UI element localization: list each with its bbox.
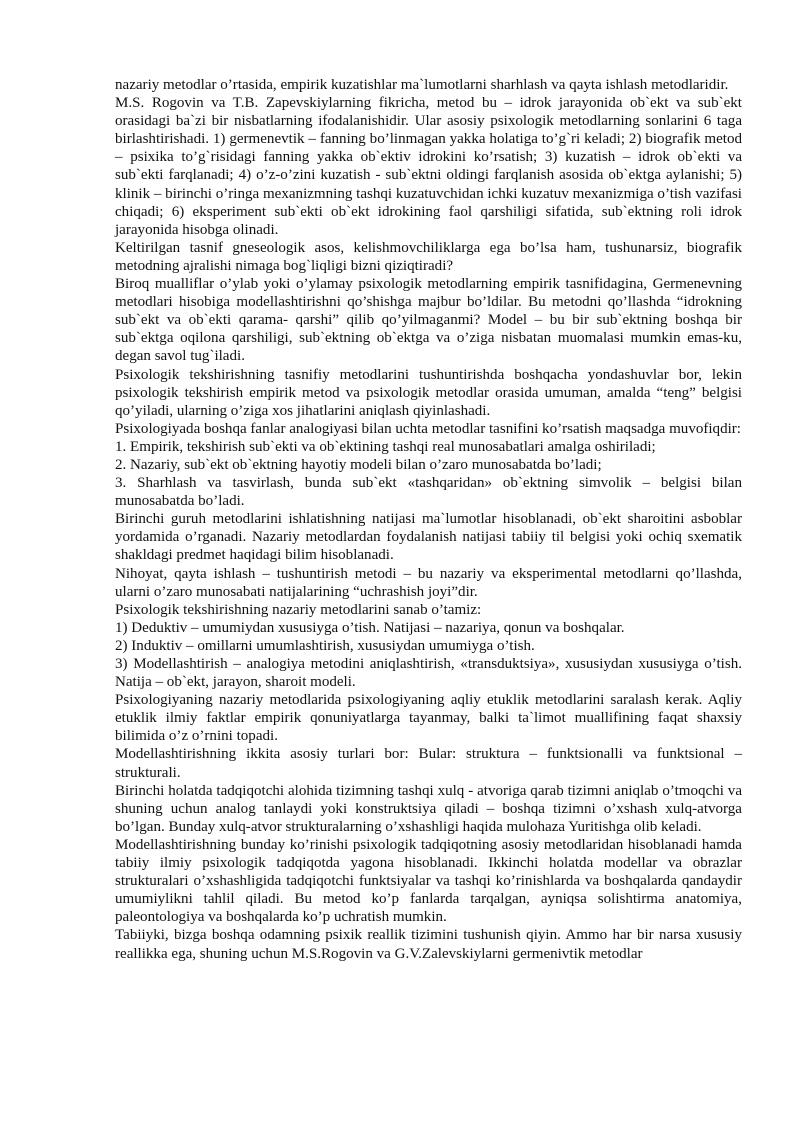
paragraph-13: Modellashtirishning bunday ko’rinishi psixologik tadqiqotning asosiy metodlaridan hisoblanadi hamda tabiiy ilmiy psixologik tadqiqotda yagona hisoblanadi. Ikkinchi holatda modellar va obrazlar strukturalari o’xshashligida tadqiqotchi funktsiyalar va tashqi ko’rinishlarda va boshqalarda qandaydir umumiylikni tahlil qiladi. Bu metod ko’p fanlarda tarqalgan, ayniqsa solishtirma anatomiya, paleontologiya va boshqalarda ko’p uchratish mumkin.	[115, 836, 742, 926]
list-item-1: 1. Empirik, tekshirish sub`ekti va ob`ektining tashqi real munosabatlari amalga oshiriladi;	[115, 438, 656, 455]
paragraph-4: Biroq mualliflar o’ylab yoki o’ylamay psixologik metodlarning empirik tasnifidagina, Germenevning metodlari hisobiga modellashtirishni qo’shishga majbur bo’ldilar. Bu metodni qo’llashda “idrokning sub`ekt va ob`ekti qarama- qarshi” qilib qo’yilmaganmi? Model – bu bir sub`ektning boshqa bir sub`ektga oqilona qarshiligi, sub`ektning ob`ektga va o’ziga nisbatan muomalasi mumkin emas-ku, degan savol tug`iladi.	[115, 276, 742, 365]
paragraph-14: Tabiiyki, bizga boshqa odamning psixik reallik tizimini tushunish qiyin. Ammo har bir narsa xususiy reallikka ega, shuning uchun M.S.Rogovin va G.V.Zalevskiylarni germenivtik metodlar	[115, 927, 742, 962]
paragraph-7: Birinchi guruh metodlarini ishlatishning natijasi ma`lumotlar hisoblanadi, ob`ekt sharoitini asboblar yordamida o’rganadi. Nazariy metodlardan foydalanish natijasi tabiiy til belgisi yoki ochiq sxematik shakldagi predmet haqidagi bilim hisoblanadi.	[115, 511, 742, 564]
list-item-2: 2. Nazariy, sub`ekt ob`ektning hayotiy modeli bilan o’zaro munosabatda bo’ladi;	[115, 456, 602, 473]
paragraph-5: Psixologik tekshirishning tasnifiy metodlarini tushuntirishda boshqacha yondashuvlar bor, lekin psixologik tekshirish empirik metod va psixologik metodlar orasida umuman, amalda “teng” belgisi qo’yiladi, ularning o’ziga xos jihatlarini aniqlash qiyinlashadi.	[115, 366, 742, 419]
method-item-1: 1) Deduktiv – umumiydan xususiyga o’tish. Natijasi – nazariya, qonun va boshqalar.	[115, 619, 625, 636]
paragraph-2: M.S. Rogovin va T.B. Zapevskiylarning fikricha, metod bu – idrok jarayonida ob`ekt va sub`ekt orasidagi ba`zi bir nisbatlarning ifodalanishidir. Ular asosiy psixologik metodlarning sonlarini 6 taga birlashtirishadi. 1) germenevtik – fanning bo’linmagan yakka holatiga to’g`ri keladi; 2) biografik metod – psixika to’g`risidagi fanning yakka ob`ektiv idrokini ko’rsatish; 3) kuzatish – idrok ob`ekti va sub`ekti farqlanadi; 4) o’z-o’zini kuzatish - sub`ektni oldingi farqlanish asosida ob`ektga aylanishi; 5) klinik – birinchi o’ringa mexanizmning tashqi kuzatuvchidan ichki kuzatuv mexanizmiga o’tish vazifasi chiqadi; 6) eksperiment sub`ekti ob`ekt idrokining faol qarshiligi sifatida, sub`ektning roli idrok jarayonida hisobga olinadi.	[115, 95, 742, 238]
method-item-2: 2) Induktiv – omillarni umumlashtirish, xususiydan umumiyga o’tish.	[115, 637, 535, 654]
method-item-3: 3) Modellashtirish – analogiya metodini aniqlashtirish, «transduktsiya», xususiydan xususiyga o’tish. Natija – ob`ekt, jarayon, sharoit modeli.	[115, 656, 742, 691]
paragraph-10: Psixologiyaning nazariy metodlarida psixologiyaning aqliy etuklik metodlarini saralash kerak. Aqliy etuklik ilmiy faktlar empirik qonuniyatlarga tayanmay, balki ta`limot muallifining faqat shaxsiy bilimida o’z o’rnini topadi.	[115, 692, 742, 745]
document-page	[115, 76, 742, 963]
paragraph-9: Psixologik tekshirishning nazariy metodlarini sanab o’tamiz:	[115, 601, 482, 618]
paragraph-11: Modellashtirishning ikkita asosiy turlari bor: Bular: struktura – funktsionalli va funktsional – strukturali.	[115, 746, 742, 781]
paragraph-1: nazariy metodlar o’rtasida, empirik kuzatishlar ma`lumotlarni sharhlash va qayta ishlash metodlaridir.	[115, 77, 729, 93]
paragraph-3: Keltirilgan tasnif gneseologik asos, kelishmovchiliklarga ega bo’lsa ham, tushunarsiz, biografik metodning ajralishi nimaga bog`liqligi bizni qiziqtiradi?	[115, 239, 742, 274]
paragraph-8: Nihoyat, qayta ishlash – tushuntirish metodi – bu nazariy va eksperimental metodlarni qo’llashda, ularni o’zaro munosabati natijalarining “uchrashish joyi”dir.	[115, 565, 742, 600]
list-item-3: 3. Sharhlash va tasvirlash, bunda sub`ekt «tashqaridan» ob`ektning simvolik – belgisi bilan munosabatda bo’ladi.	[115, 475, 742, 510]
paragraph-12: Birinchi holatda tadqiqotchi alohida tizimning tashqi xulq - atvoriga qarab tizimni aniqlab o’tmoqchi va shuning uchun analog tanlaydi yoki konstruktsiya qiladi – boshqa tizimni o’xshash xulq-atvorga bo’lgan. Bunday xulq-atvor strukturalarning o’xshashligi haqida mulohaza Yuritishga olib keladi.	[115, 782, 742, 835]
paragraph-6: Psixologiyada boshqa fanlar analogiyasi bilan uchta metodlar tasnifini ko’rsatish maqsadga muvofiqdir:	[115, 420, 741, 437]
